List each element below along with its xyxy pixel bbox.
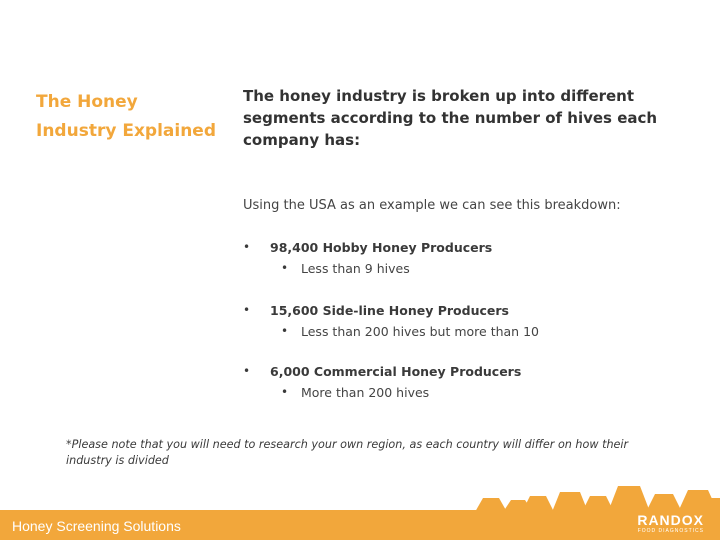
segment-label: 98,400 Hobby Honey Producers (270, 240, 493, 255)
intro-paragraph: The honey industry is broken up into different segments according to the number of hives each company has: (243, 87, 658, 149)
section-title-line-1: The Honey (36, 92, 138, 112)
honeycomb-cell (608, 486, 650, 512)
logo-word: RANDOX (637, 512, 704, 528)
sub-bullet: • (281, 385, 289, 399)
logo-subtitle: FOOD DIAGNOSTICS (637, 528, 704, 534)
sub-bullet: • (281, 324, 289, 338)
footer-label: Honey Screening Solutions (12, 518, 181, 534)
sub-bullet: • (281, 261, 289, 275)
footer-bar (0, 510, 720, 540)
section-title-line-2: Industry Explained (36, 121, 217, 141)
honeycomb-cell (552, 492, 588, 512)
segment-detail: Less than 200 hives but more than 10 (301, 324, 539, 339)
honeycomb-decoration (0, 478, 720, 512)
footnote: *Please note that you will need to research your own region, as each country will differ on how their industry is divided (66, 438, 629, 467)
usa-example-line: Using the USA as an example we can see this breakdown: (243, 198, 621, 213)
segment-detail: Less than 9 hives (301, 261, 410, 276)
segment-label: 15,600 Side-line Honey Producers (270, 303, 509, 318)
bullet: • (243, 364, 251, 378)
bullet: • (243, 240, 251, 254)
section-title (36, 88, 226, 146)
segment-detail: More than 200 hives (301, 385, 430, 400)
bullet: • (243, 303, 251, 317)
randox-logo (637, 513, 704, 535)
segment-label: 6,000 Commercial Honey Producers (270, 364, 522, 379)
